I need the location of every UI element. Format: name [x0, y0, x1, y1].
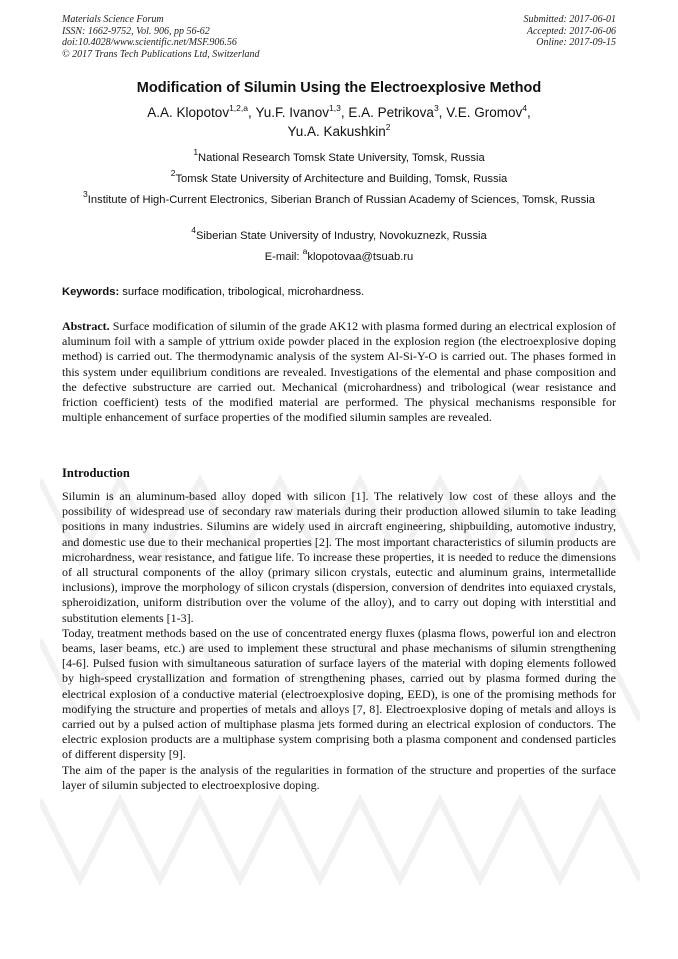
- journal-info: [62, 14, 260, 60]
- issn-line: ISSN: 1662-9752, Vol. 906, pp 56-62: [62, 25, 210, 37]
- affiliation: $^4$Siberian State University of Industry, Novokuznezk, Russia: [191, 225, 487, 242]
- affiliation: $^1$National Research Tomsk State University, Tomsk, Russia: [193, 147, 485, 164]
- email-link[interactable]: klopotovaa@tsuab.ru: [307, 251, 414, 263]
- affiliation: $^2$Tomsk State University of Architecture and Building, Tomsk, Russia: [170, 168, 508, 185]
- abstract: [62, 319, 616, 425]
- journal-name: Materials Science Forum: [62, 14, 164, 25]
- contact-email: E-mail: $^a$klopotovaa@tsuab.ru: [264, 246, 414, 263]
- affiliation: $^3$Institute of High-Current Electronics, Siberian Branch of Russian Academy of Sciences, Tomsk, Russia: [83, 189, 595, 206]
- keywords-text: surface modification, tribological, microhardness.: [119, 286, 365, 298]
- author: V.E. Gromov$^4$,: [446, 102, 531, 120]
- author: E.A. Petrikova$^3$,: [348, 102, 447, 120]
- keywords-label: Keywords:: [62, 286, 120, 298]
- author: Yu.A. Kakushkin$^2$: [287, 121, 391, 139]
- copyright-line: © 2017 Trans Tech Publications Ltd, Switzerland: [62, 48, 260, 60]
- introduction-body: [62, 489, 616, 793]
- paragraph: Silumin is an aluminum-based alloy doped with silicon [1]. The relatively low cost of these alloys and the possibility of widespread use of secondary raw materials during their production allowed silumin to take leading positions in many industries. Silumins are widely used in aircraft engineering, shipbuilding, automotive industry, and domestic use due to their mechanical properties [2]. The most important characteristics of silumin products are microhardness, wear resistance, and fatigue life. To increase these properties, it is needed to reduce the dimensions of all structural components of the alloy (primary silicon crystals, eutectic and aluminum grains, intermetallide inclusions), improve the morphology of silicon crystals (dispersion, conversion of dendrites into equiaxed crystals, spheroidization, uniform distribution over the volume of the alloy), and to carry out doping with interstitial and substitution elements [1-3].: [62, 489, 616, 625]
- section-heading: Introduction: [62, 466, 130, 480]
- submitted-date: Submitted: 2017-06-01: [523, 14, 616, 25]
- paper-title: Modification of Silumin Using the Electroexplosive Method: [136, 80, 542, 96]
- doi-line: doi:10.4028/www.scientific.net/MSF.906.56: [62, 37, 237, 48]
- author: Yu.F. Ivanov$^{1,3}$,: [255, 102, 349, 120]
- paragraph: The aim of the paper is the analysis of the regularities in formation of the structure and properties of the surface layer of silumin subjected to electroexplosive doping.: [62, 762, 616, 792]
- abstract-label: Abstract.: [62, 319, 110, 333]
- paragraph: Today, treatment methods based on the use of concentrated energy fluxes (plasma flows, powerful ion and electron beams, laser beams, etc.) are used to implement these structural and phase mechanisms of silumin strengthening [4-6]. Pulsed fusion with simultaneous saturation of surface layers of the material with doping elements followed by high-speed crystallization and formation of strengthening phases, carried out by plasma formed during the electrical explosion of a conductive material (electroexplosive doping, EED), is one of the promising methods for modifying the structure and properties of metals and alloys [7, 8]. Electroexplosive doping of metals and alloys is carried out by a pulsed action of multiphase plasma jets formed during an electrical explosion of conductors. The electric explosion products are a multiphase system comprising both a plasma component and condensed particles of different dispersity [9].: [62, 625, 616, 762]
- online-date: Online: 2017-09-15: [536, 37, 616, 48]
- accepted-date: Accepted: 2017-06-06: [526, 25, 616, 37]
- keywords: [62, 285, 616, 299]
- author-list: [50, 103, 628, 141]
- author: A.A. Klopotov$^{1,2,a}$,: [147, 102, 256, 120]
- submission-dates: [524, 14, 617, 49]
- abstract-text: Surface modification of silumin of the grade AK12 with plasma formed during an electrical explosion of aluminum foil with a sample of yttrium oxide powder placed in the explosion region (the electroexplosive doping method) is carried out. The thermodynamic analysis of the system Al-Si-Y-O is carried out. The phases formed in this system under equilibrium conditions are revealed. Investigations of the elemental and phase composition and the defective substructure are carried out. Mechanical (microhardness) and tribological (wear resistance and friction coefficient) tests of the modified material are performed. The physical mechanisms responsible for multiple enhancement of surface properties of the modified silumin samples are revealed.: [62, 319, 616, 425]
